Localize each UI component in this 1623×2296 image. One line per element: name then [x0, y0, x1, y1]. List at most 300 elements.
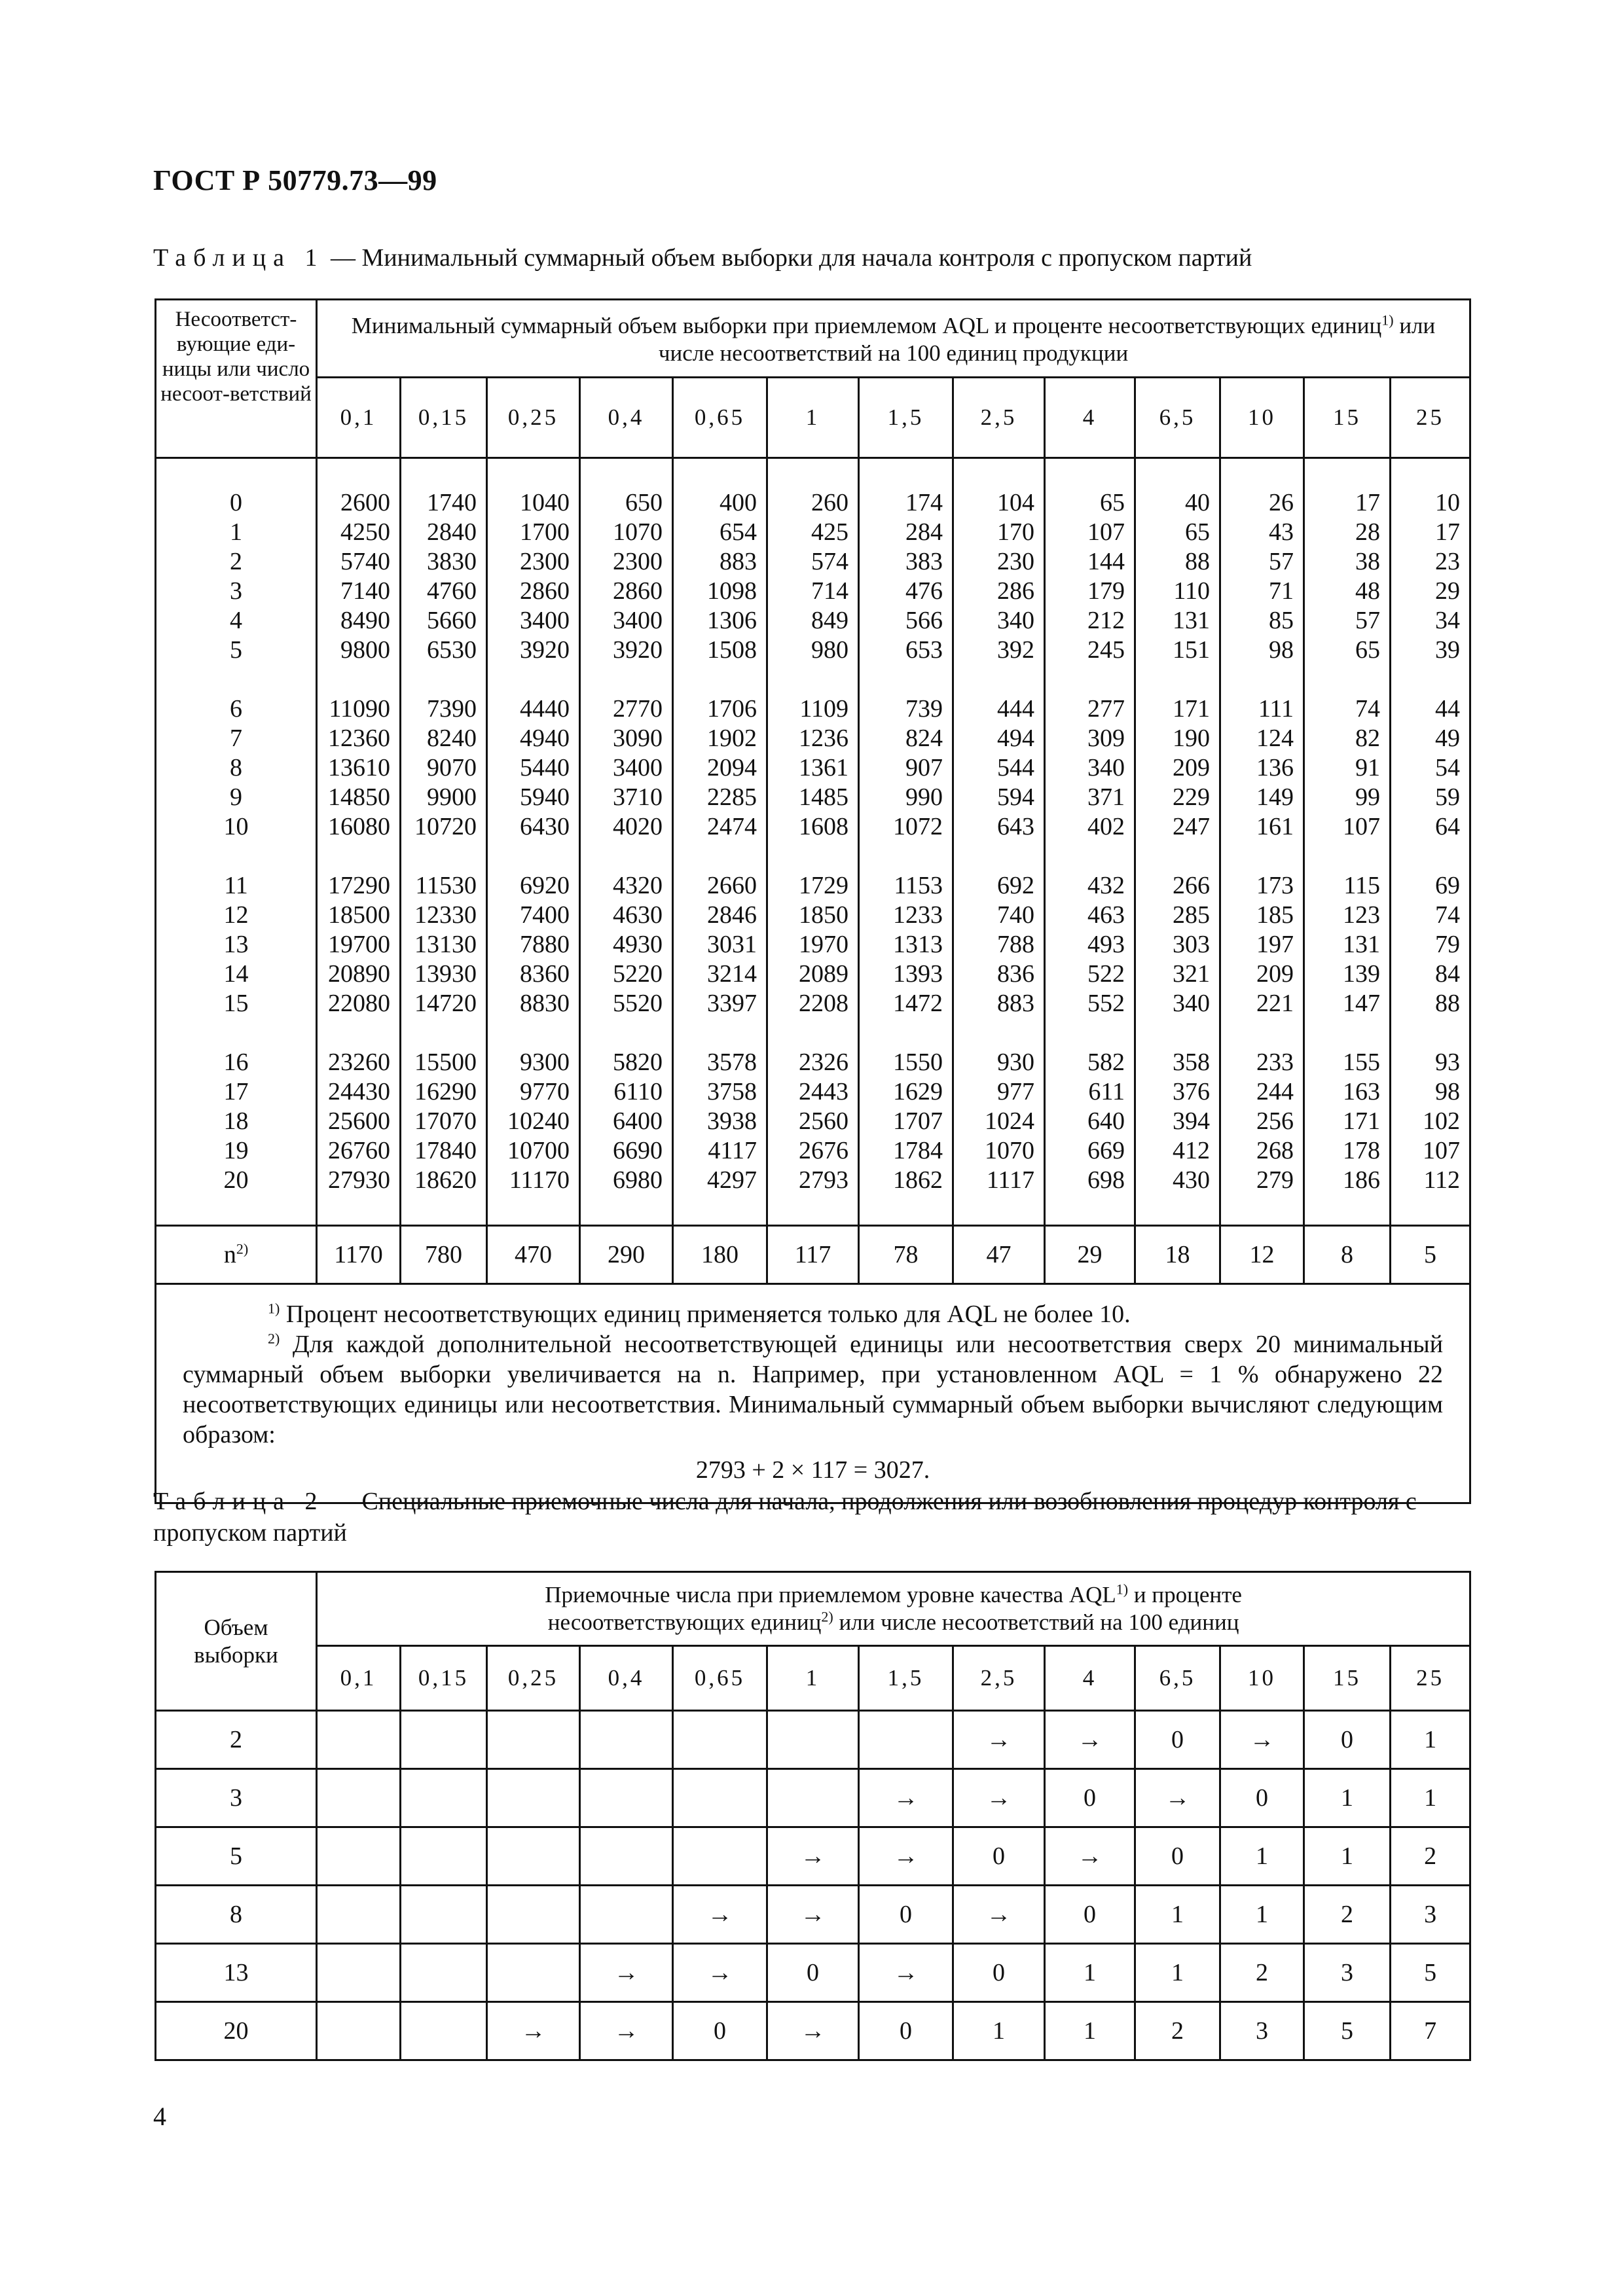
sample-size-cell: 2 [156, 1711, 317, 1769]
table-cell: 15 [223, 990, 249, 1017]
table-cell: 10 [223, 813, 249, 840]
table-cell: 4630 [613, 901, 663, 929]
acceptance-cell: → [767, 1827, 859, 1886]
note-2 [183, 1329, 1443, 1450]
aql-header-cell: 10 [1220, 378, 1304, 458]
table-cell: 376 [1173, 1078, 1210, 1105]
table-cell: 9770 [520, 1078, 570, 1105]
table-cell: 5660 [427, 607, 477, 634]
value-column [1135, 458, 1220, 1226]
aql-header-cell: 0,4 [580, 1646, 673, 1711]
aql-header-cell: 10 [1220, 1646, 1304, 1711]
table-cell: 171 [1173, 695, 1210, 723]
sample-size-cell: 3 [156, 1769, 317, 1827]
table-cell: 65 [1185, 518, 1210, 546]
footnote-ref: 2) [821, 1608, 833, 1625]
table-cell: 84 [1435, 960, 1461, 988]
spacer [1136, 842, 1210, 871]
spacer [1046, 1018, 1125, 1048]
table-cell: 11090 [329, 695, 390, 723]
table-cell: 23 [1435, 548, 1461, 575]
acceptance-cell [317, 1886, 401, 1944]
spacer [581, 842, 663, 871]
spacer [401, 1195, 477, 1225]
table-cell: 2089 [799, 960, 848, 988]
table-cell: 650 [625, 489, 663, 516]
n-value-cell: 180 [673, 1226, 767, 1284]
table-cell: 412 [1173, 1137, 1210, 1164]
table-cell: 147 [1343, 990, 1380, 1017]
table1-body [156, 458, 1470, 1226]
spacer [156, 1195, 316, 1225]
acceptance-cell: 1 [1220, 1827, 1304, 1886]
table-cell: 3 [230, 577, 242, 605]
aql-header-cell: 2,5 [953, 1646, 1045, 1711]
footnote-mark: 1) [268, 1300, 280, 1317]
table-cell: 5 [230, 636, 242, 664]
table-cell: 284 [905, 518, 943, 546]
acceptance-cell: 0 [673, 2002, 767, 2060]
spacer [1391, 842, 1460, 871]
table-cell: 6110 [613, 1078, 663, 1105]
table-cell: 85 [1269, 607, 1294, 634]
table-cell: 3397 [707, 990, 757, 1017]
table-cell: 9300 [520, 1049, 570, 1076]
value-column [487, 458, 580, 1226]
table-cell: 574 [811, 548, 848, 575]
spacer [1046, 665, 1125, 694]
acceptance-cell: 2 [1220, 1944, 1304, 2002]
table-cell: 1729 [799, 872, 848, 899]
table-cell: 12 [223, 901, 249, 929]
value-column [1391, 458, 1470, 1226]
acceptance-cell: → [1045, 1711, 1135, 1769]
acceptance-cell [487, 1769, 580, 1827]
spacer [1305, 1195, 1380, 1225]
table-cell: 739 [905, 695, 943, 723]
table-cell: 5740 [340, 548, 390, 575]
table-cell: 1850 [799, 901, 848, 929]
table-cell: 2770 [613, 695, 663, 723]
acceptance-cell: 0 [953, 1944, 1045, 2002]
table-cell: 115 [1343, 872, 1380, 899]
table-cell: 6980 [613, 1166, 663, 1194]
table-cell: 594 [997, 783, 1034, 811]
note-1 [183, 1299, 1443, 1329]
aql-header-cell: 0,25 [487, 1646, 580, 1711]
table-cell: 74 [1435, 901, 1461, 929]
table-cell: 136 [1256, 754, 1294, 781]
acceptance-cell: → [953, 1769, 1045, 1827]
spacer [1221, 665, 1294, 694]
table-cell: 20890 [328, 960, 390, 988]
spacer [768, 1018, 848, 1048]
table-cell: 5440 [520, 754, 570, 781]
table-cell: 285 [1173, 901, 1210, 929]
document-header: ГОСТ Р 50779.73—99 [153, 164, 437, 196]
spacer [1221, 842, 1294, 871]
table-cell: 493 [1087, 931, 1125, 958]
aql-header-cell: 1 [767, 1646, 859, 1711]
table-cell: 18 [223, 1107, 249, 1135]
footnote-ref: 1) [1116, 1581, 1129, 1598]
table1-notes [156, 1284, 1470, 1503]
table-cell: 29 [1435, 577, 1461, 605]
table-cell: 107 [1343, 813, 1380, 840]
table-cell: 836 [997, 960, 1034, 988]
table-cell: 57 [1355, 607, 1380, 634]
acceptance-cell [317, 1944, 401, 2002]
table-cell: 221 [1256, 990, 1294, 1017]
table-cell: 57 [1269, 548, 1294, 575]
acceptance-cell: → [1220, 1711, 1304, 1769]
table-cell: 1472 [893, 990, 943, 1017]
table-cell: 1485 [799, 783, 848, 811]
table-cell: 980 [811, 636, 848, 664]
table-cell: 4940 [520, 725, 570, 752]
acceptance-cell: 0 [1304, 1711, 1391, 1769]
table-cell: 17 [1355, 489, 1380, 516]
table-cell: 17070 [414, 1107, 477, 1135]
spacer [1391, 1018, 1460, 1048]
table-cell: 358 [1173, 1049, 1210, 1076]
table-cell: 17 [223, 1078, 249, 1105]
acceptance-cell: 3 [1220, 2002, 1304, 2060]
aql-header-cell: 6,5 [1135, 1646, 1220, 1711]
table-row [156, 1886, 1470, 1944]
table-cell: 1072 [893, 813, 943, 840]
table-cell: 8 [230, 754, 242, 781]
table-cell: 2300 [613, 548, 663, 575]
table-cell: 10720 [414, 813, 477, 840]
table-cell: 6400 [613, 1107, 663, 1135]
table-cell: 5820 [613, 1049, 663, 1076]
table-cell: 566 [905, 607, 943, 634]
table-cell: 11 [224, 872, 248, 899]
table-cell: 209 [1256, 960, 1294, 988]
table-cell: 9800 [340, 636, 390, 664]
table-cell: 64 [1435, 813, 1461, 840]
n-value-cell: 780 [401, 1226, 487, 1284]
spacer [1305, 665, 1380, 694]
table-cell: 8830 [520, 990, 570, 1017]
acceptance-cell [487, 1827, 580, 1886]
n-value-cell: 290 [580, 1226, 673, 1284]
acceptance-cell: → [953, 1711, 1045, 1769]
footnote-ref: 2) [236, 1240, 249, 1257]
table-cell: 2474 [707, 813, 757, 840]
acceptance-cell: 0 [767, 1944, 859, 2002]
table-cell: 286 [997, 577, 1034, 605]
table-cell: 34 [1435, 607, 1461, 634]
table-cell: 2600 [340, 489, 390, 516]
table-cell: 3920 [520, 636, 570, 664]
table-cell: 4320 [613, 872, 663, 899]
spacer [1136, 459, 1210, 488]
table-cell: 15500 [414, 1049, 477, 1076]
value-column [1304, 458, 1391, 1226]
acceptance-cell [401, 2002, 487, 2060]
table-cell: 7140 [340, 577, 390, 605]
table-cell: 4 [230, 607, 242, 634]
table-cell: 4760 [427, 577, 477, 605]
table-cell: 22080 [328, 990, 390, 1017]
n-label: n [223, 1241, 236, 1268]
table-cell: 883 [997, 990, 1034, 1017]
spacer [1221, 1018, 1294, 1048]
acceptance-cell [317, 1769, 401, 1827]
table-cell: 9070 [427, 754, 477, 781]
acceptance-cell: 1 [1045, 1944, 1135, 2002]
table-cell: 930 [997, 1049, 1034, 1076]
table-cell: 186 [1343, 1166, 1380, 1194]
table-cell: 2094 [707, 754, 757, 781]
table-cell: 14850 [328, 783, 390, 811]
table-cell: 20 [223, 1166, 249, 1194]
table-cell: 303 [1173, 931, 1210, 958]
table-cell: 1070 [985, 1137, 1034, 1164]
acceptance-cell: → [580, 2002, 673, 2060]
aql-header-cell: 4 [1045, 378, 1135, 458]
acceptance-cell: 1 [1391, 1711, 1470, 1769]
table-cell: 1707 [893, 1107, 943, 1135]
table-cell: 1902 [707, 725, 757, 752]
table-cell: 112 [1423, 1166, 1461, 1194]
span-header-text: или числе несоответствий на 100 единиц [833, 1609, 1239, 1635]
table-cell: 65 [1355, 636, 1380, 664]
table-cell: 3920 [613, 636, 663, 664]
table-cell: 849 [811, 607, 848, 634]
table-cell: 1862 [893, 1166, 943, 1194]
acceptance-cell: 0 [1220, 1769, 1304, 1827]
table-cell: 102 [1423, 1107, 1461, 1135]
table-cell: 151 [1173, 636, 1210, 664]
table-row [156, 1827, 1470, 1886]
table-cell: 26 [1269, 489, 1294, 516]
table-cell: 229 [1173, 783, 1210, 811]
table-cell: 2 [230, 548, 242, 575]
aql-header-cell: 25 [1391, 378, 1470, 458]
table-cell: 883 [720, 548, 757, 575]
table-cell: 400 [720, 489, 757, 516]
table1-span-header [317, 300, 1470, 378]
spacer [1046, 1195, 1125, 1225]
span-header-text: Приемочные числа при приемлемом уровне качества AQL [545, 1582, 1116, 1607]
table-cell: 131 [1343, 931, 1380, 958]
table-cell: 6690 [613, 1137, 663, 1164]
table-cell: 824 [905, 725, 943, 752]
acceptance-cell: 2 [1135, 2002, 1220, 2060]
acceptance-cell: 0 [859, 1886, 953, 1944]
table-cell: 714 [811, 577, 848, 605]
table-cell: 244 [1256, 1078, 1294, 1105]
table-cell: 27930 [328, 1166, 390, 1194]
acceptance-cell [401, 1886, 487, 1944]
table-cell: 212 [1087, 607, 1125, 634]
table-cell: 88 [1435, 990, 1461, 1017]
spacer [1305, 1018, 1380, 1048]
table-cell: 1740 [427, 489, 477, 516]
acceptance-cell: 2 [1391, 1827, 1470, 1886]
table2-label: Таблица 2 [153, 1488, 325, 1515]
table-cell: 17840 [414, 1137, 477, 1164]
table-cell: 4930 [613, 931, 663, 958]
table-cell: 2326 [799, 1049, 848, 1076]
footnote-mark: 2) [268, 1330, 280, 1347]
table1-caption-text: — Минимальный суммарный объем выборки для начала контроля с пропуском партий [324, 244, 1252, 272]
acceptance-cell [859, 1711, 953, 1769]
table-cell: 1508 [707, 636, 757, 664]
acceptance-cell: 0 [859, 2002, 953, 2060]
span-header-text: и проценте несоответствующих единиц [547, 1582, 1242, 1635]
table-row [156, 1944, 1470, 2002]
table-cell: 669 [1087, 1137, 1125, 1164]
aql-header-cell: 0,25 [487, 378, 580, 458]
table-cell: 1706 [707, 695, 757, 723]
table-cell: 171 [1343, 1107, 1380, 1135]
table-cell: 179 [1087, 577, 1125, 605]
table-cell: 1550 [893, 1049, 943, 1076]
acceptance-cell [317, 2002, 401, 2060]
acceptance-cell [401, 1711, 487, 1769]
spacer [860, 842, 943, 871]
value-column [767, 458, 859, 1226]
table-cell: 476 [905, 577, 943, 605]
sample-size-cell: 20 [156, 2002, 317, 2060]
table-cell: 256 [1256, 1107, 1294, 1135]
acceptance-cell [580, 1886, 673, 1944]
table-cell: 12330 [414, 901, 477, 929]
sample-size-cell: 8 [156, 1886, 317, 1944]
acceptance-cell: → [859, 1944, 953, 2002]
table-cell: 1233 [893, 901, 943, 929]
table-cell: 11530 [415, 872, 477, 899]
table-cell: 123 [1343, 901, 1380, 929]
table-cell: 1117 [986, 1166, 1034, 1194]
table-cell: 1236 [799, 725, 848, 752]
n-value-cell: 12 [1220, 1226, 1304, 1284]
table-cell: 653 [905, 636, 943, 664]
spacer [1046, 459, 1125, 488]
table-cell: 13610 [328, 754, 390, 781]
value-column [953, 458, 1045, 1226]
spacer [318, 665, 390, 694]
table-cell: 10700 [507, 1137, 570, 1164]
table-cell: 277 [1087, 695, 1125, 723]
table-row [156, 1769, 1470, 1827]
note-2-text: Для каждой дополнительной несоответствующей единицы или несоответствия сверх 20 минимальный суммарный объем выборки увеличивается на n. Например, при установленном AQL = 1 % обнаружено 22 несоответствующих единицы или несоответствия. Минимальный суммарный объем выборки вычисляют следующим образом: [183, 1331, 1444, 1448]
table-cell: 522 [1087, 960, 1125, 988]
table-cell: 740 [997, 901, 1034, 929]
spacer [674, 1195, 757, 1225]
table-cell: 544 [997, 754, 1034, 781]
spacer [1391, 665, 1460, 694]
table-cell: 185 [1256, 901, 1294, 929]
table-cell: 3710 [613, 783, 663, 811]
table-cell: 907 [905, 754, 943, 781]
formula: 2793 + 2 × 117 = 3027. [695, 1456, 930, 1484]
table-cell: 23260 [328, 1049, 390, 1076]
table-cell: 161 [1256, 813, 1294, 840]
acceptance-cell [401, 1944, 487, 2002]
table-cell: 3830 [427, 548, 477, 575]
acceptance-cell: → [580, 1944, 673, 2002]
aql-header-cell: 0,65 [673, 1646, 767, 1711]
value-column [580, 458, 673, 1226]
table-cell: 1784 [893, 1137, 943, 1164]
table-cell: 6920 [520, 872, 570, 899]
spacer [674, 1018, 757, 1048]
table-cell: 392 [997, 636, 1034, 664]
acceptance-cell: 1 [1391, 1769, 1470, 1827]
table-cell: 3400 [613, 754, 663, 781]
table-cell: 1393 [893, 960, 943, 988]
table-cell: 494 [997, 725, 1034, 752]
acceptance-cell: → [1135, 1769, 1220, 1827]
aql-header-cell: 0,4 [580, 378, 673, 458]
acceptance-cell: 0 [1135, 1711, 1220, 1769]
spacer [1046, 842, 1125, 871]
table-cell: 26760 [328, 1137, 390, 1164]
acceptance-cell [580, 1769, 673, 1827]
table-cell: 24430 [328, 1078, 390, 1105]
spacer [768, 842, 848, 871]
acceptance-cell: → [487, 2002, 580, 2060]
table-cell: 1700 [520, 518, 570, 546]
spacer [954, 842, 1034, 871]
table-cell: 1629 [893, 1078, 943, 1105]
spacer [1221, 1195, 1294, 1225]
spacer [860, 1195, 943, 1225]
acceptance-cell [317, 1711, 401, 1769]
table-cell: 13130 [414, 931, 477, 958]
table-cell: 16080 [328, 813, 390, 840]
table-cell: 692 [997, 872, 1034, 899]
table-cell: 3578 [707, 1049, 757, 1076]
table-cell: 8490 [340, 607, 390, 634]
table-cell: 155 [1343, 1049, 1380, 1076]
n-value-cell: 117 [767, 1226, 859, 1284]
spacer [860, 1018, 943, 1048]
table-cell: 3031 [707, 931, 757, 958]
table-cell: 99 [1355, 783, 1380, 811]
table-cell: 4250 [340, 518, 390, 546]
acceptance-cell [673, 1827, 767, 1886]
table-cell: 19 [223, 1137, 249, 1164]
n-value-cell: 5 [1391, 1226, 1470, 1284]
acceptance-cell [317, 1827, 401, 1886]
table-cell: 3400 [613, 607, 663, 634]
table-cell: 110 [1173, 577, 1210, 605]
page-number: 4 [153, 2102, 166, 2131]
table-cell: 2840 [427, 518, 477, 546]
table-cell: 643 [997, 813, 1034, 840]
spacer [1305, 459, 1380, 488]
acceptance-cell: → [859, 1769, 953, 1827]
table-cell: 40 [1185, 489, 1210, 516]
acceptance-cell: 1 [1304, 1769, 1391, 1827]
table-cell: 13930 [414, 960, 477, 988]
acceptance-cell [487, 1711, 580, 1769]
acceptance-cell: → [767, 2002, 859, 2060]
acceptance-cell: 0 [1045, 1886, 1135, 1944]
acceptance-cell: 2 [1304, 1886, 1391, 1944]
value-column [673, 458, 767, 1226]
spacer [156, 1018, 316, 1048]
n-value-cell: 470 [487, 1226, 580, 1284]
spacer [1391, 1195, 1460, 1225]
acceptance-cell: 3 [1304, 1944, 1391, 2002]
